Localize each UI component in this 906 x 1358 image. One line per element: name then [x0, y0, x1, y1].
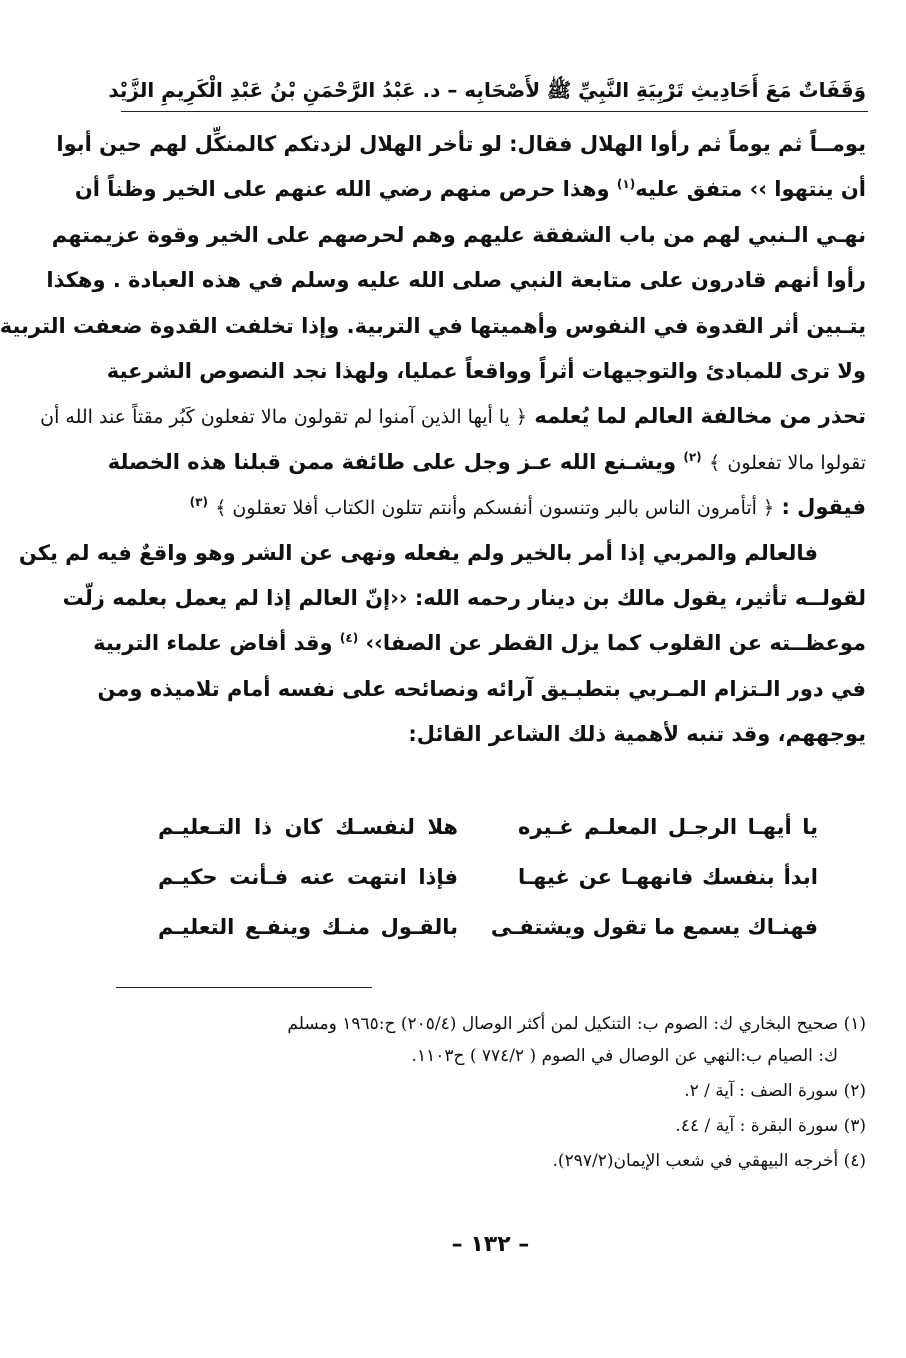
footnote-mark-4: (٤) [339, 631, 359, 646]
text-line-2: أن ينتهوا ›› متفق عليه$^{(١)}$ وهذا حرص منهم رضي الله عنهم على الخير وظناً أن [74, 177, 866, 202]
text-line-6: ولا ترى للمبادئ والتوجيهات أثراً وواقعاً عمليا، ولهذا نجد النصوص الشرعية [106, 358, 866, 383]
text-line-7: تحذر من مخالفة العالم لما يُعلمه ﴿ يا أيها الذين آمنوا لم تقولون مالا تفعلون كَبُر مقتاً عند الله أن [40, 404, 866, 429]
poem [158, 802, 818, 952]
running-header: وَقَفَاتٌ مَعَ أَحَادِيثِ تَرْبِيَةِ النَّبِيِّ ﷺ لأَصْحَابِه – د. عَبْدُ الرَّحْمَنِ بْنُ عَبْدِ الْكَرِيمِ الزَّيْد [108, 78, 866, 102]
text-line-14: يوجههم، وقد تنبه لأهمية ذلك الشاعر القائل: [408, 722, 866, 747]
poem-hemistich-second: هلا لنفسـك كان ذا التـعليـم [158, 815, 458, 839]
page-number: – ١٣٢ – [451, 1232, 530, 1257]
footnote-rule [116, 987, 372, 988]
footnote-4: (٤) أخرجه البيهقي في شعب الإيمان(٢٩٧/٢). [552, 1151, 866, 1171]
poem-hemistich-second: بالقـول منـك وينفـع التعليـم [158, 915, 458, 939]
text-line-3: نهـي الـنبي لهم من باب الشفقة عليهم وهم لحرصهم على الخير وقوة عزيمتهم [51, 222, 866, 247]
text-line-12: موعظــته عن القلوب كما يزل القطر عن الصفا›› $^{(٤)}$ وقد أفاض علماء التربية [93, 631, 866, 656]
poem-hemistich-second: فإذا انتهت عنه فـأنت حكيـم [158, 865, 458, 889]
poem-hemistich-first: ابدأ بنفسك فانههـا عن غيهـا [518, 865, 818, 889]
main-text [0, 122, 866, 757]
text-line-13: في دور الـتزام المـربي بتطبـيق آرائه ونصائحه على نفسه أمام تلاميذه ومن [97, 676, 866, 701]
footnote-mark-1: (١) [616, 177, 636, 192]
poem-verse [158, 802, 818, 852]
text-line-5: يتـبين أثر القدوة في النفوس وأهميتها في التربية. وإذا تخلفت القدوة ضعفت التربية [0, 313, 866, 338]
text-line-4: رأوا أنهم قادرون على متابعة النبي صلى الله عليه وسلم في هذه العبادة . وهكذا [46, 268, 866, 293]
footnote-2: (٢) سورة الصف : آية / ٢. [684, 1081, 866, 1101]
poem-verse [158, 902, 818, 952]
quran-verse-2: ﴿ أتأمرون الناس بالبر وتنسون أنفسكم وأنتم تتلون الكتاب أفلا تعقلون ﴾ [215, 497, 775, 520]
footnote-3: (٣) سورة البقرة : آية / ٤٤. [675, 1116, 866, 1136]
text-line-8: تقولوا مالا تفعلون ﴾ $^{(٢)}$ ويشـنع الله عـز وجل على طائفة ممن قبلنا هذه الخصلة [107, 449, 866, 474]
header-rule [121, 111, 868, 112]
quran-verse-1: ﴿ يا أيها الذين آمنوا لم تقولون مالا تفعلون كَبُر مقتاً عند الله أن [40, 406, 528, 429]
text-line-11: لقولــه تأثير، يقول مالك بن دينار رحمه الله: ‹‹إنّ العالم إذا لم يعمل بعلمه زلّت [62, 585, 866, 610]
text-line-10: فالعالم والمربي إذا أمر بالخير ولم يفعله ونهى عن الشر وهو واقعٌ فيه لم يكن [18, 540, 818, 565]
footnote-mark-3: (٣) [189, 495, 208, 510]
footnotes [114, 1008, 866, 1180]
poem-verse [158, 852, 818, 902]
text-line-1: يومــاً ثم يوماً ثم رأوا الهلال فقال: لو تأخر الهلال لزدتكم كالمنكِّل لهم حين أبوا [56, 132, 866, 156]
poem-hemistich-first: فهنـاك يسمع ما تقول ويشتفـى [490, 915, 818, 939]
footnote-1: (١) صحيح البخاري ك: الصوم ب: التنكيل لمن أكثر الوصال (٢٠٥/٤) ح:١٩٦٥ ومسلم ك: الصيام ب:النهي عن الوصال في الصوم ( ٧٧٤/٢ ) ح١١٠٣. [287, 1014, 866, 1066]
footnote-mark-2: (٢) [683, 449, 702, 464]
quran-verse-1-end: تقولوا مالا تفعلون [727, 451, 866, 474]
poem-hemistich-first: يا أيهـا الرجـل المعلـم غـيره [518, 815, 818, 839]
text-line-9: فيقول : ﴿ أتأمرون الناس بالبر وتنسون أنفسكم وأنتم تتلون الكتاب أفلا تعقلون ﴾ $^{(٣)}$ [189, 495, 866, 520]
